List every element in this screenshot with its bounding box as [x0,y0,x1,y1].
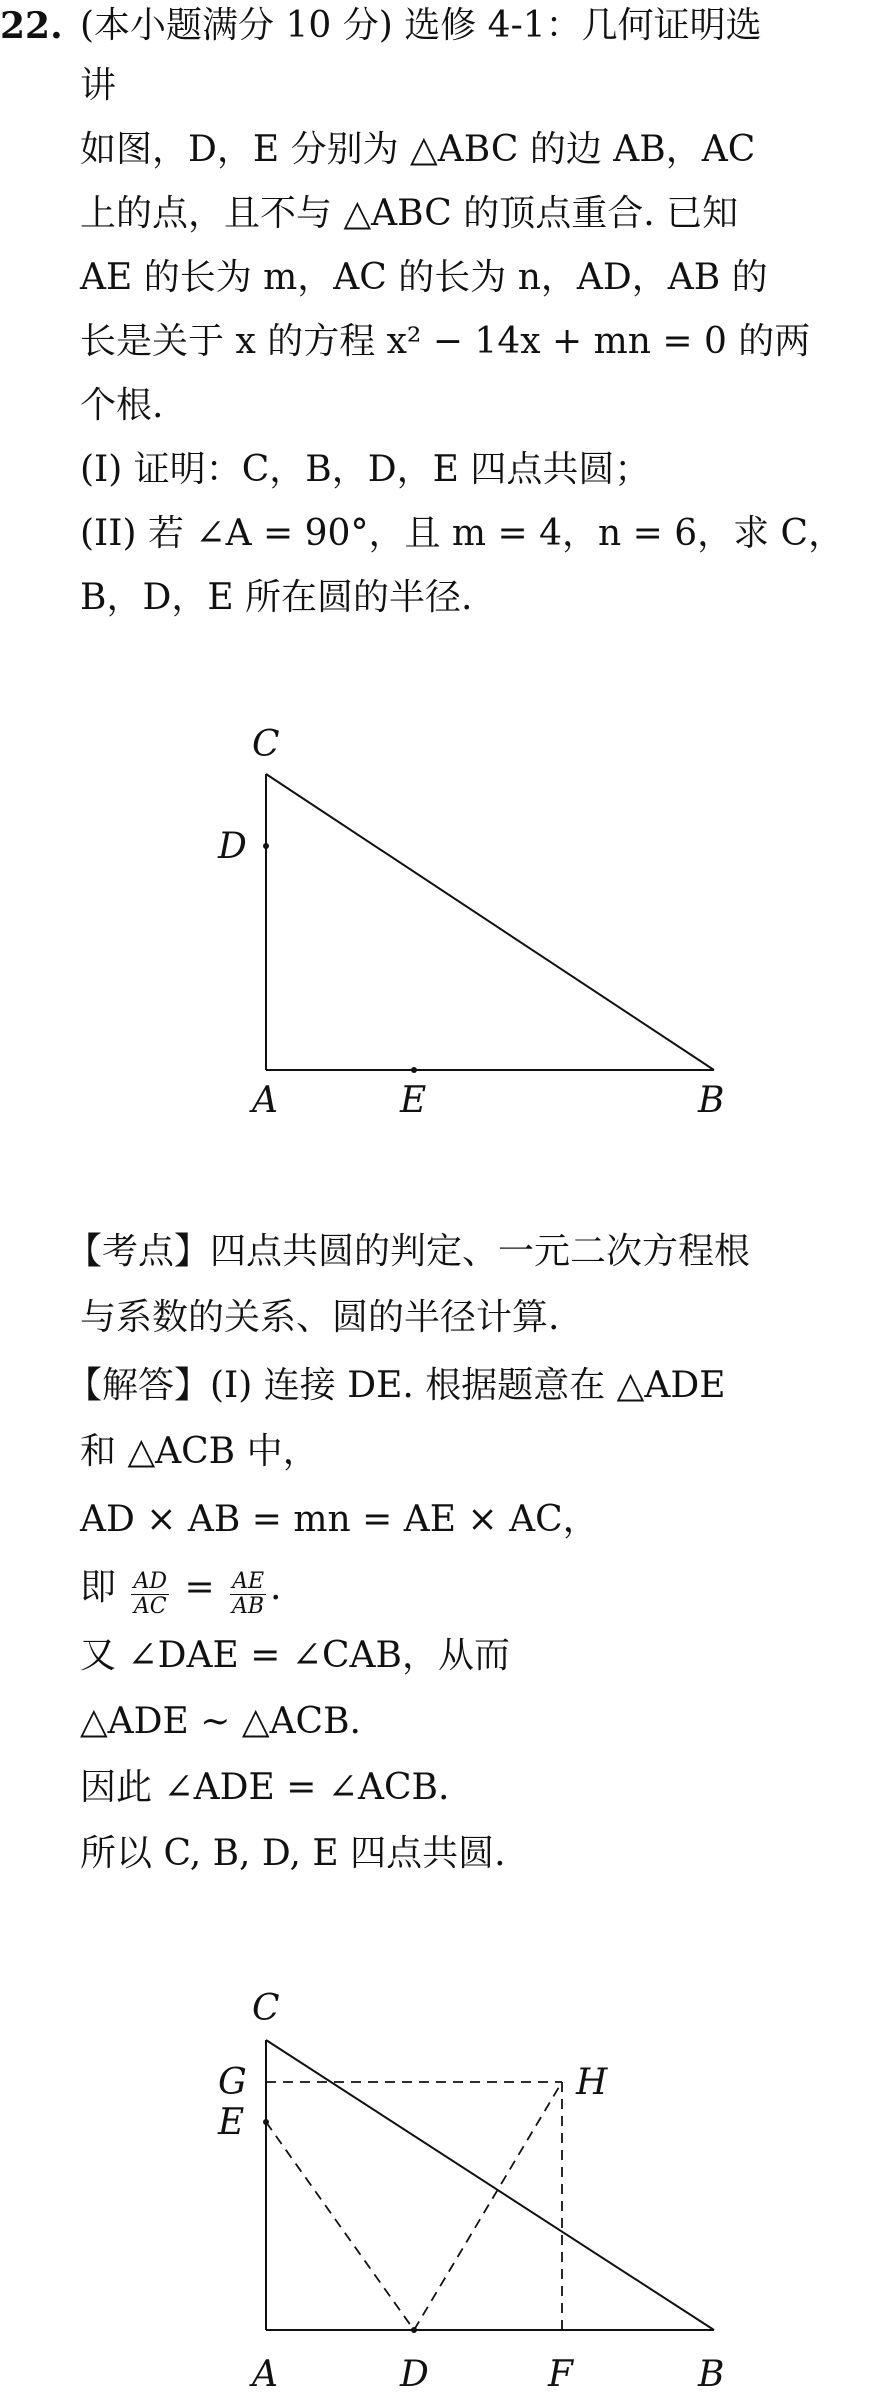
fig2-label-h: H [576,2062,608,2103]
fig2-label-e: E [218,2102,245,2143]
fig2-label-b: B [698,2354,725,2395]
jieda-step-7: 因此 ∠ADE = ∠ACB. [80,1767,450,1808]
problem-line-8: (I) 证明：C，B，D，E 四点共圆； [80,449,651,490]
label-d: D [218,826,247,867]
label-c: C [252,724,280,765]
jieda-step-2: 和 △ACB 中， [80,1431,319,1472]
label-b: B [698,1080,725,1121]
fraction-equals: = [184,1567,215,1608]
fraction-period: . [270,1567,282,1608]
kaodian-text: 四点共圆的判定、一元二次方程根 [210,1231,751,1272]
fig2-label-a: A [252,2354,278,2395]
problem-line-2: 讲 [80,65,117,106]
jieda-label: 【解答】 [66,1365,211,1406]
kaodian-line-2: 与系数的关系、圆的半径计算. [80,1297,560,1338]
jieda-step-6: △ADE ∼ △ACB. [80,1701,362,1742]
dashed-ed [266,2122,414,2330]
problem-number: 22. [0,5,63,47]
jieda-step-4-text: 即 [80,1567,117,1608]
fig2-label-f: F [548,2354,573,2395]
fig2-point-e [263,2119,269,2125]
fig2-label-d: D [400,2354,429,2395]
problem-line-6: 长是关于 x 的方程 x² − 14x + mn = 0 的两 [80,321,811,362]
fraction-1-numerator: AD [133,1569,167,1594]
fig2-point-d [411,2327,417,2333]
label-e: E [400,1080,427,1121]
jieda-step-3: AD × AB = mn = AE × AC， [80,1499,599,1540]
problem-line-9: (II) 若 ∠A = 90°，且 m = 4，n = 6，求 C， [80,513,845,554]
problem-line-4: 上的点，且不与 △ABC 的顶点重合. 已知 [80,193,739,234]
kaodian-line-1 [66,1230,750,1274]
fraction-2-numerator: AE [232,1569,265,1594]
label-a: A [252,1080,278,1121]
jieda-line-1 [66,1364,726,1408]
problem-line-3: 如图，D，E 分别为 △ABC 的边 AB，AC [80,129,756,170]
fig2-side-cb [266,2040,714,2330]
kaodian-label: 【考点】 [66,1231,211,1272]
point-e [411,1067,417,1073]
problem-line-10: B，D，E 所在圆的半径. [80,577,473,618]
fraction-2-denominator: AB [232,1594,265,1619]
fig2-label-c: C [252,1988,280,2029]
jieda-step-4 [80,1566,281,1619]
side-cb [266,774,714,1070]
jieda-step-8: 所以 C, B, D, E 四点共圆. [80,1833,506,1874]
point-d [263,843,269,849]
problem-line-7: 个根. [80,385,164,426]
fraction-1-denominator: AC [133,1594,167,1619]
fraction-ae-ab [230,1570,266,1619]
figure-2-circle-construction [0,1900,882,2400]
jieda-step-1: (I) 连接 DE. 根据题意在 △ADE [210,1365,726,1406]
problem-line-1: (本小题满分 10 分) 选修 4-1：几何证明选 [80,5,762,46]
problem-line-5: AE 的长为 m，AC 的长为 n，AD，AB 的 [80,257,768,298]
fig2-label-g: G [218,2062,247,2103]
fraction-ad-ac [131,1570,169,1619]
jieda-step-5: 又 ∠DAE = ∠CAB，从而 [80,1635,510,1676]
dashed-dh [414,2082,562,2330]
